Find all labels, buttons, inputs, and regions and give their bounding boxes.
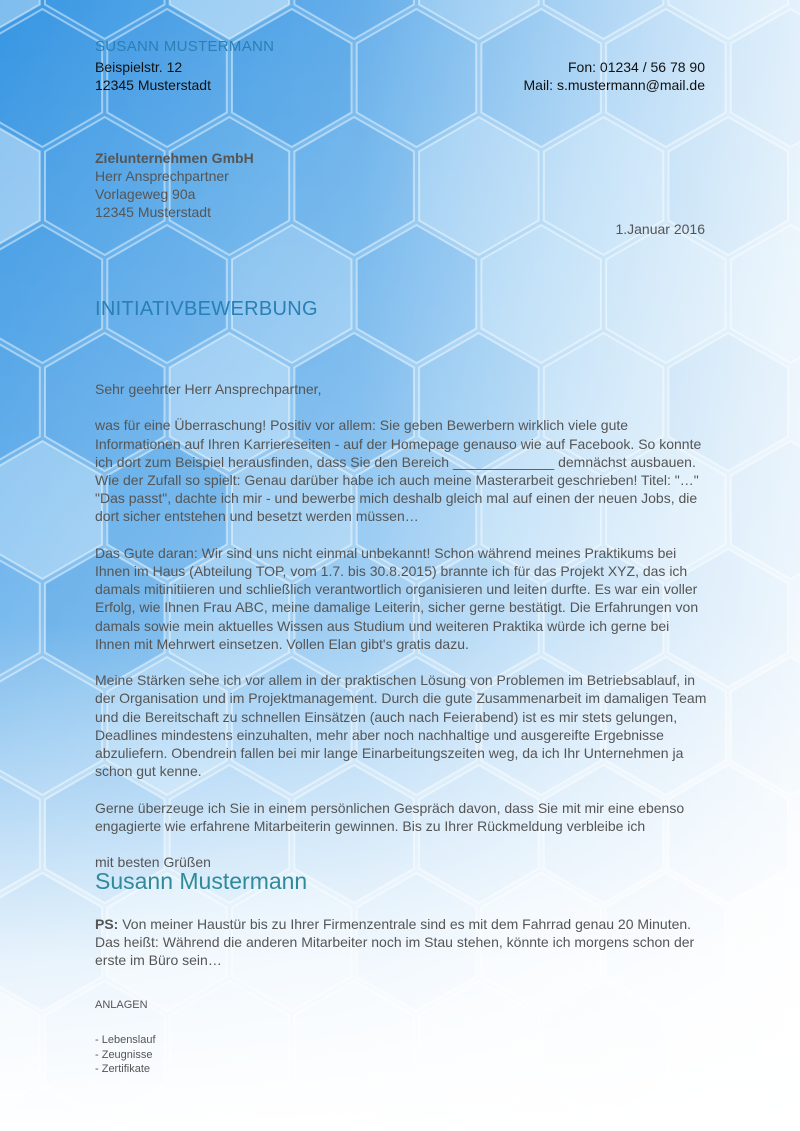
ps-label: PS: bbox=[95, 916, 119, 932]
recipient-contact: Herr Ansprechpartner bbox=[95, 168, 229, 184]
recipient-company: Zielunternehmen GmbH bbox=[95, 150, 254, 166]
closing: mit besten Grüßen bbox=[95, 854, 211, 871]
sender-name: SUSANN MUSTERMANN bbox=[95, 38, 275, 55]
recipient-address bbox=[95, 149, 254, 221]
letter-body bbox=[95, 380, 707, 890]
body-paragraph: Gerne überzeuge ich Sie in einem persönlichen Gespräch davon, dass Sie mit mir eine ebenso engagierte wie erfahrene Mitarbeiterin gewinnen. Bis zu Ihrer Rückmeldung verbleibe ich bbox=[95, 799, 685, 834]
salutation: Sehr geehrter Herr Ansprechpartner, bbox=[95, 381, 322, 397]
signature-name: Susann Mustermann bbox=[95, 868, 308, 894]
sender-street: Beispielstr. 12 bbox=[95, 59, 183, 75]
sender-phone: Fon: 01234 / 56 78 90 bbox=[568, 59, 705, 75]
postscript bbox=[95, 915, 707, 970]
attachment-item: - Zeugnisse bbox=[95, 1048, 153, 1061]
sender-mail: Mail: s.mustermann@mail.de bbox=[523, 77, 705, 93]
attachments-list bbox=[95, 1033, 156, 1077]
attachment-item: - Lebenslauf bbox=[95, 1034, 156, 1046]
body-paragraph: was für eine Überraschung! Positiv vor allem: Sie geben Bewerbern wirklich viele gute Informationen auf Ihren Karriereseiten - auf der Homepage genauso wie auf Facebook. So konnte ich dort zum Beispiel herausfinden, dass Sie den Bereich _____________ demnächst ausbauen. Wie der Zufall so spielt: Genau darüber habe ich auch meine Masterarbeit geschrieben! Titel: "…" "Das passt", dachte ich mir - und bewerbe mich deshalb gleich mal auf einen der neuen Jobs, die dort sicher entstehen und besetzt werden müssen… bbox=[95, 417, 702, 525]
attachments-heading: ANLAGEN bbox=[95, 999, 148, 1011]
letter-subject: INITIATIVBEWERBUNG bbox=[95, 298, 318, 320]
letter-date: 1.Januar 2016 bbox=[615, 221, 705, 237]
ps-text: Von meiner Haustür bis zu Ihrer Firmenzentrale sind es mit dem Fahrrad genau 20 Minuten. Das heißt: Während die anderen Mitarbeiter noch im Stau stehen, könnte ich morgens schon der erste im Büro sein… bbox=[95, 916, 695, 969]
recipient-city: 12345 Musterstadt bbox=[95, 204, 211, 220]
body-paragraph: Das Gute daran: Wir sind uns nicht einmal unbekannt! Schon während meines Praktikums bei Ihnen im Haus (Abteilung TOP, vom 1.7. bis 30.8.2015) brannte ich für das Projekt XYZ, das ich damals mitinitiieren und schließlich verantwortlich organisieren und leiten durfte. Es war ein voller Erfolg, wie Ihnen Frau ABC, meine damalige Leiterin, sicher gerne bestätigt. Die Erfahrungen von damals sowie mein aktuelles Wissen aus Studium und weiteren Praktika würde ich gerne bei Ihnen mit Mehrwert einsetzen. Vollen Elan gibt's gratis dazu. bbox=[95, 544, 699, 652]
sender-city: 12345 Musterstadt bbox=[95, 77, 211, 93]
recipient-street: Vorlageweg 90a bbox=[95, 186, 196, 202]
body-paragraph: Meine Stärken sehe ich vor allem in der praktischen Lösung von Problemen im Betriebsablauf, in der Organisation und im Projektmanagement. Durch die gute Zusammenarbeit im damaligen Team und die Bereitschaft zu schnellen Einsätzen (auch nach Feierabend) ist es mir stets gelungen, Deadlines mindestens einzuhalten, mehr aber noch nachhaltige und ausgereifte Ergebnisse abzuliefern. Obendrein fallen bei mir lange Einarbeitungszeiten weg, da ich Ihr Unternehmen ja schon gut kenne. bbox=[95, 672, 707, 780]
attachment-item: - Zertifikate bbox=[95, 1063, 151, 1075]
